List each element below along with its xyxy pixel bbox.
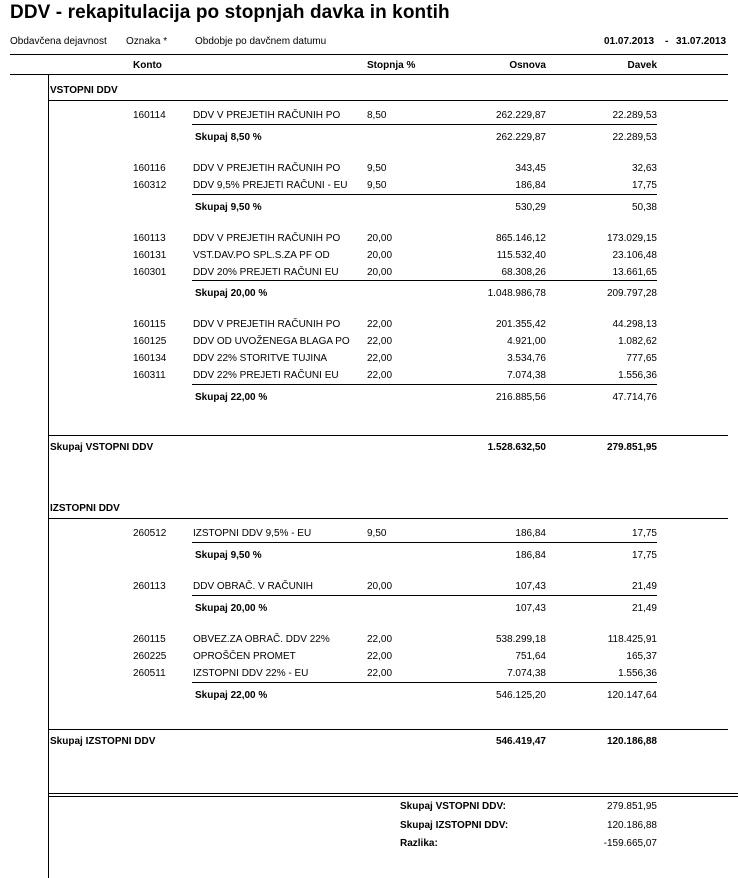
- period-separator: -: [665, 36, 669, 47]
- row-konto: 160134: [133, 353, 167, 365]
- row-rate: 22,00: [367, 319, 393, 331]
- summary-label: Razlika:: [400, 838, 438, 849]
- vstopni-total-tax: 279.851,95: [606, 442, 657, 453]
- row-tax: 173.029,15: [606, 232, 657, 244]
- subtotal-base: 216.885,56: [495, 392, 546, 403]
- row-rate: 9,50: [367, 179, 387, 191]
- subtotal-label: Skupaj 9,50 %: [195, 549, 262, 561]
- row-tax: 21,49: [631, 580, 657, 592]
- subtotal-label: Skupaj 22,00 %: [195, 392, 268, 403]
- subtotal-label: Skupaj 22,00 %: [195, 689, 268, 701]
- summary-rule-1: [48, 793, 738, 794]
- row-rate: 22,00: [367, 336, 393, 348]
- header-bottom-rule: [10, 74, 728, 75]
- subtotal-rule: [192, 682, 657, 683]
- subtotal-tax: 50,38: [631, 201, 657, 213]
- row-tax: 32,63: [631, 162, 657, 174]
- row-rate: 22,00: [367, 353, 393, 365]
- subtotal-base: 546.125,20: [495, 689, 546, 701]
- subtotal-rule: [192, 595, 657, 596]
- column-header-osnova: Osnova: [509, 60, 546, 71]
- row-base: 115.532,40: [496, 249, 546, 261]
- row-name: DDV V PREJETIH RAČUNIH PO: [193, 110, 341, 121]
- row-konto: 260225: [133, 650, 167, 662]
- row-base: 201.355,42: [495, 319, 546, 331]
- subtotal-rule: [192, 280, 657, 281]
- row-konto: 260511: [133, 667, 166, 679]
- row-name: IZSTOPNI DDV 22% - EU: [193, 667, 309, 679]
- row-name: DDV 22% STORITVE TUJINA: [193, 353, 328, 365]
- summary-label: Skupaj VSTOPNI DDV:: [400, 801, 506, 812]
- row-name: DDV 22% PREJETI RAČUNI EU: [193, 370, 339, 382]
- subtotal-tax: 120.147,64: [606, 689, 657, 701]
- row-base: 262.229,87: [495, 110, 546, 121]
- row-base: 186,84: [515, 528, 546, 539]
- row-tax: 22.289,53: [612, 110, 657, 121]
- row-tax: 777,65: [626, 353, 657, 365]
- row-tax: 1.556,36: [618, 667, 657, 679]
- row-rate: 22,00: [367, 650, 393, 662]
- row-name: IZSTOPNI DDV 9,5% - EU: [193, 528, 312, 539]
- column-header-konto: Konto: [133, 60, 162, 71]
- row-konto: 160301: [133, 266, 167, 278]
- filter-label-code: Oznaka *: [126, 36, 168, 47]
- subtotal-label: Skupaj 20,00 %: [195, 288, 268, 300]
- vstopni-heading: VSTOPNI DDV: [50, 85, 118, 96]
- row-base: 3.534,76: [507, 353, 546, 365]
- row-konto: 160113: [133, 232, 166, 244]
- row-rate: 22,00: [367, 667, 393, 679]
- row-base: 68.308,26: [501, 266, 546, 278]
- row-rate: 20,00: [367, 266, 393, 278]
- row-konto: 160125: [133, 336, 167, 348]
- row-konto: 160116: [133, 162, 166, 174]
- row-rate: 20,00: [367, 232, 393, 244]
- row-tax: 165,37: [626, 650, 657, 662]
- summary-label: Skupaj IZSTOPNI DDV:: [400, 819, 509, 831]
- subtotal-tax: 17,75: [631, 549, 657, 561]
- row-rate: 22,00: [367, 633, 393, 645]
- subtotal-rule: [192, 194, 657, 195]
- subtotal-rule: [192, 542, 657, 543]
- period-to: 31.07.2013: [676, 36, 727, 47]
- row-konto: 160114: [133, 110, 166, 121]
- row-base: 865.146,12: [495, 232, 546, 244]
- subtotal-rule: [192, 384, 657, 385]
- row-base: 7.074,38: [507, 667, 546, 679]
- izstopni-total-tax: 120.186,88: [606, 736, 657, 747]
- row-konto: 160312: [133, 179, 167, 191]
- subtotal-base: 262.229,87: [495, 131, 546, 143]
- row-rate: 22,00: [367, 370, 393, 382]
- subtotal-tax: 47.714,76: [612, 392, 657, 403]
- row-tax: 118.425,91: [607, 633, 657, 645]
- row-name: DDV 20% PREJETI RAČUNI EU: [193, 266, 339, 278]
- row-konto: 160131: [133, 249, 167, 261]
- row-konto: 260113: [133, 580, 166, 592]
- row-tax: 17,75: [631, 528, 657, 539]
- row-rate: 9,50: [367, 528, 387, 539]
- row-tax: 23.106,48: [612, 249, 657, 261]
- summary-value: 120.186,88: [606, 819, 657, 831]
- subtotal-label: Skupaj 20,00 %: [195, 602, 268, 614]
- report-title: DDV - rekapitulacija po stopnjah davka in kontih: [10, 2, 450, 23]
- row-name: OPROŠČEN PROMET: [193, 650, 296, 662]
- subtotal-tax: 22.289,53: [612, 131, 657, 143]
- row-name: OBVEZ.ZA OBRAČ. DDV 22%: [193, 633, 330, 645]
- column-header-davek: Davek: [627, 60, 657, 71]
- row-base: 186,84: [515, 179, 546, 191]
- filter-label-period: Obdobje po davčnem datumu: [195, 36, 327, 47]
- header-top-rule: [10, 54, 728, 55]
- row-base: 538.299,18: [495, 633, 546, 645]
- left-margin-rule: [48, 74, 49, 878]
- row-rate: 9,50: [367, 162, 387, 174]
- row-tax: 1.082,62: [618, 336, 657, 348]
- subtotal-rule: [192, 124, 657, 125]
- row-konto: 160115: [133, 319, 166, 331]
- row-name: DDV 9,5% PREJETI RAČUNI - EU: [193, 179, 348, 191]
- row-konto: 260115: [133, 633, 166, 645]
- row-konto: 260512: [133, 528, 167, 539]
- row-name: DDV OD UVOŽENEGA BLAGA PO: [193, 336, 350, 348]
- row-base: 343,45: [515, 162, 546, 174]
- row-name: DDV V PREJETIH RAČUNIH PO: [193, 319, 341, 331]
- filter-label-activity: Obdavčena dejavnost: [10, 36, 107, 47]
- izstopni-total-label: Skupaj IZSTOPNI DDV: [50, 736, 156, 747]
- row-name: DDV V PREJETIH RAČUNIH PO: [193, 162, 341, 174]
- vstopni-heading-rule: [48, 100, 728, 101]
- row-base: 7.074,38: [507, 370, 546, 382]
- row-base: 107,43: [515, 580, 546, 592]
- subtotal-base: 530,29: [515, 201, 546, 213]
- vstopni-total-label: Skupaj VSTOPNI DDV: [50, 442, 154, 453]
- izstopni-total-rule: [48, 729, 728, 730]
- izstopni-heading-rule: [48, 518, 728, 519]
- row-konto: 160311: [133, 370, 166, 382]
- subtotal-base: 1.048.986,78: [487, 288, 546, 300]
- row-name: DDV V PREJETIH RAČUNIH PO: [193, 232, 341, 244]
- subtotal-base: 107,43: [515, 602, 546, 614]
- row-base: 4.921,00: [507, 336, 546, 348]
- subtotal-label: Skupaj 8,50 %: [195, 131, 262, 143]
- subtotal-tax: 209.797,28: [606, 288, 657, 300]
- vstopni-total-base: 1.528.632,50: [487, 442, 546, 453]
- row-tax: 44.298,13: [612, 319, 657, 331]
- summary-value: 279.851,95: [606, 801, 657, 812]
- column-header-stopnja: Stopnja %: [367, 60, 416, 71]
- row-rate: 20,00: [367, 580, 393, 592]
- row-tax: 17,75: [631, 179, 657, 191]
- row-rate: 20,00: [367, 249, 393, 261]
- row-name: VST.DAV.PO SPL.S.ZA PF OD: [193, 249, 330, 261]
- row-rate: 8,50: [367, 110, 387, 121]
- row-name: DDV OBRAČ. V RAČUNIH: [193, 580, 314, 592]
- vstopni-total-rule: [48, 435, 728, 436]
- izstopni-heading: IZSTOPNI DDV: [50, 503, 120, 514]
- summary-value: -159.665,07: [603, 838, 657, 849]
- subtotal-label: Skupaj 9,50 %: [195, 201, 262, 213]
- row-tax: 13.661,65: [612, 266, 657, 278]
- row-base: 751,64: [515, 650, 546, 662]
- row-tax: 1.556,36: [618, 370, 657, 382]
- subtotal-tax: 21,49: [631, 602, 657, 614]
- period-from: 01.07.2013: [604, 36, 655, 47]
- subtotal-base: 186,84: [515, 549, 546, 561]
- izstopni-total-base: 546.419,47: [495, 736, 546, 747]
- summary-rule-2: [48, 796, 738, 797]
